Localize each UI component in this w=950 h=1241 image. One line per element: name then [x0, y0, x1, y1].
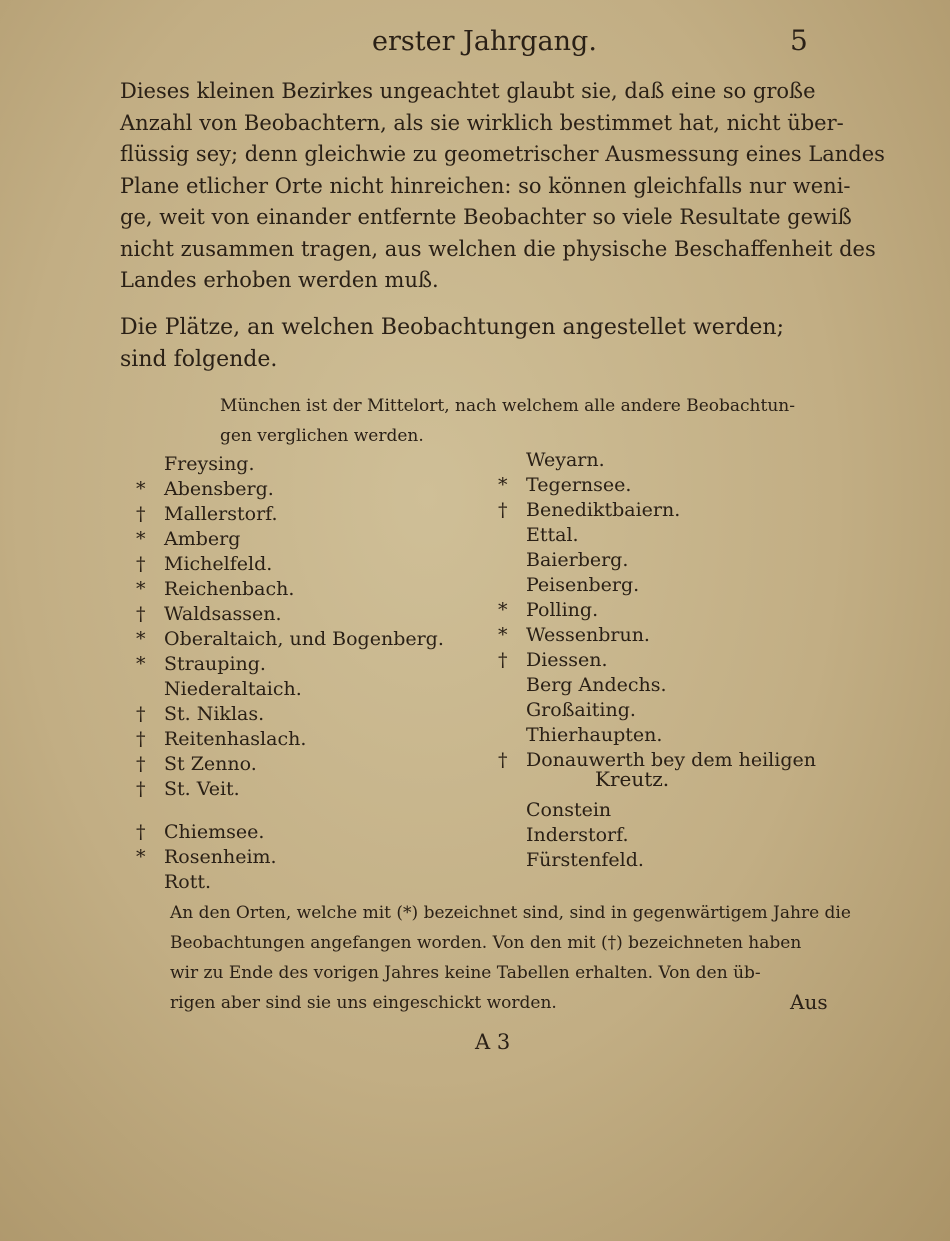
- footnote: [170, 898, 851, 1018]
- continued-entry-text: Kreutz.: [595, 767, 670, 791]
- place-list-item: [498, 598, 816, 623]
- place-list-item: [498, 523, 816, 548]
- place-marker: †: [136, 503, 146, 525]
- text-line: nicht zusammen tragen, aus welchen die physische Beschaffenheit des: [120, 236, 876, 261]
- place-name: St. Niklas.: [164, 703, 265, 725]
- place-marker: †: [498, 649, 508, 671]
- place-name: Donauwerth bey dem heiligen: [526, 749, 816, 771]
- right-place-list: [498, 448, 816, 873]
- text-line: Beobachtungen angefangen worden. Von den mit (†) bezeichneten haben: [170, 933, 802, 953]
- place-name: Weyarn.: [526, 449, 605, 471]
- place-marker: *: [136, 628, 146, 650]
- place-list-item: [498, 673, 816, 698]
- place-list-item: [136, 870, 444, 895]
- place-list-item: [136, 452, 444, 477]
- place-marker: *: [136, 528, 146, 550]
- text-line: Die Plätze, an welchen Beobachtungen angestellet werden;: [120, 315, 784, 340]
- place-list-item: [498, 823, 816, 848]
- place-name: Fürstenfeld.: [526, 849, 644, 871]
- place-name: Benediktbaiern.: [526, 499, 681, 521]
- text-line: Anzahl von Beobachtern, als sie wirklich bestimmet hat, nicht über-: [120, 110, 844, 135]
- text-line: Landes erhoben werden muß.: [120, 268, 439, 292]
- place-list-item: [498, 698, 816, 723]
- place-list-item: [498, 723, 816, 748]
- place-marker: *: [498, 599, 508, 621]
- text-line: An den Orten, welche mit (*) bezeichnet sind, sind in gegenwärtigem Jahre die: [170, 903, 851, 923]
- place-marker: †: [136, 553, 146, 575]
- place-marker: †: [136, 728, 146, 750]
- place-marker: †: [136, 753, 146, 775]
- place-name: Diessen.: [526, 649, 608, 671]
- text-line: ge, weit von einander entfernte Beobachter so viele Resultate gewiß: [120, 205, 852, 229]
- place-list-item: [498, 448, 816, 473]
- page-number: 5: [790, 24, 808, 57]
- place-list-item: [498, 648, 816, 673]
- left-place-list: [136, 452, 444, 895]
- place-name: Rott.: [164, 871, 212, 893]
- munich-note: [220, 391, 795, 451]
- place-list-item: [136, 702, 444, 727]
- text-line: gen verglichen werden.: [220, 426, 424, 446]
- place-marker: *: [136, 653, 146, 675]
- place-marker: †: [136, 703, 146, 725]
- paragraph-places-intro: [120, 312, 850, 375]
- place-name: Peisenberg.: [526, 574, 640, 596]
- place-list-item: [498, 498, 816, 523]
- signature-mark: A 3: [475, 1030, 511, 1054]
- place-list-item: [136, 677, 444, 702]
- paragraph-observers: [120, 76, 885, 297]
- place-name: Oberaltaich, und Bogenberg.: [164, 628, 444, 650]
- place-list-item: [498, 548, 816, 573]
- place-marker: *: [136, 578, 146, 600]
- place-name: Niederaltaich.: [164, 678, 302, 700]
- place-marker: †: [136, 821, 146, 843]
- text-line: sind folgende.: [120, 346, 278, 372]
- place-name: Ettal.: [526, 524, 579, 546]
- place-list-item: [136, 502, 444, 527]
- place-name: Polling.: [526, 599, 599, 621]
- text-line: wir zu Ende des vorigen Jahres keine Tabellen erhalten. Von den üb-: [170, 963, 761, 983]
- place-marker: †: [498, 499, 508, 521]
- place-name: Thierhaupten.: [526, 724, 663, 746]
- place-name: Rosenheim.: [164, 846, 277, 868]
- text-line: Dieses kleinen Bezirkes ungeachtet glaubt sie, daß eine so große: [120, 79, 816, 103]
- place-list-item: [136, 577, 444, 602]
- text-line: rigen aber sind sie uns eingeschickt worden.: [170, 993, 557, 1013]
- place-name: Inderstorf.: [526, 824, 629, 846]
- place-name: Michelfeld.: [164, 553, 273, 575]
- place-name: Baierberg.: [526, 549, 629, 571]
- place-marker: *: [498, 474, 508, 496]
- place-list-item: [136, 477, 444, 502]
- place-list-item: [136, 552, 444, 577]
- place-list-item: [498, 848, 816, 873]
- place-name: Wessenbrun.: [526, 624, 650, 646]
- text-line: Plane etlicher Orte nicht hinreichen: so können gleichfalls nur weni-: [120, 173, 851, 198]
- place-name: Tegernsee.: [526, 474, 632, 496]
- place-name: Großaiting.: [526, 699, 636, 721]
- place-list-item: [136, 820, 444, 845]
- place-name: St. Veit.: [164, 778, 240, 800]
- place-list-item: [498, 623, 816, 648]
- place-marker: †: [136, 603, 146, 625]
- place-name: Abensberg.: [164, 478, 274, 500]
- place-list-item: [498, 473, 816, 498]
- place-marker: †: [136, 778, 146, 800]
- text-line: München ist der Mittelort, nach welchem alle andere Beobachtun-: [220, 396, 795, 416]
- place-name: Amberg: [164, 528, 241, 550]
- place-list-item: [136, 752, 444, 777]
- place-name: Waldsassen.: [164, 603, 282, 625]
- text-line: flüssig sey; denn gleichwie zu geometrischer Ausmessung eines Landes: [120, 142, 885, 166]
- place-name: Strauping.: [164, 653, 266, 675]
- place-list-item: [136, 652, 444, 677]
- place-marker: †: [498, 749, 508, 771]
- place-marker: *: [136, 846, 146, 868]
- running-header: erster Jahrgang.: [372, 26, 597, 57]
- place-list-item: [136, 627, 444, 652]
- place-name: Reichenbach.: [164, 578, 295, 600]
- place-list-item: [498, 798, 816, 823]
- place-list-item: [136, 527, 444, 552]
- place-marker: *: [498, 624, 508, 646]
- place-list-item: [136, 845, 444, 870]
- place-marker: *: [136, 478, 146, 500]
- place-name: Mallerstorf.: [164, 503, 278, 525]
- place-list-item: [136, 727, 444, 752]
- place-name: Freysing.: [164, 453, 255, 475]
- place-list-item: [498, 573, 816, 598]
- place-name: Constein: [526, 799, 612, 821]
- place-list-item: [136, 777, 444, 802]
- catchword: Aus: [790, 990, 828, 1014]
- place-name: St Zenno.: [164, 753, 257, 775]
- place-name: Berg Andechs.: [526, 674, 667, 696]
- place-list-item: [136, 602, 444, 627]
- place-name: Chiemsee.: [164, 821, 265, 843]
- place-name: Reitenhaslach.: [164, 728, 307, 750]
